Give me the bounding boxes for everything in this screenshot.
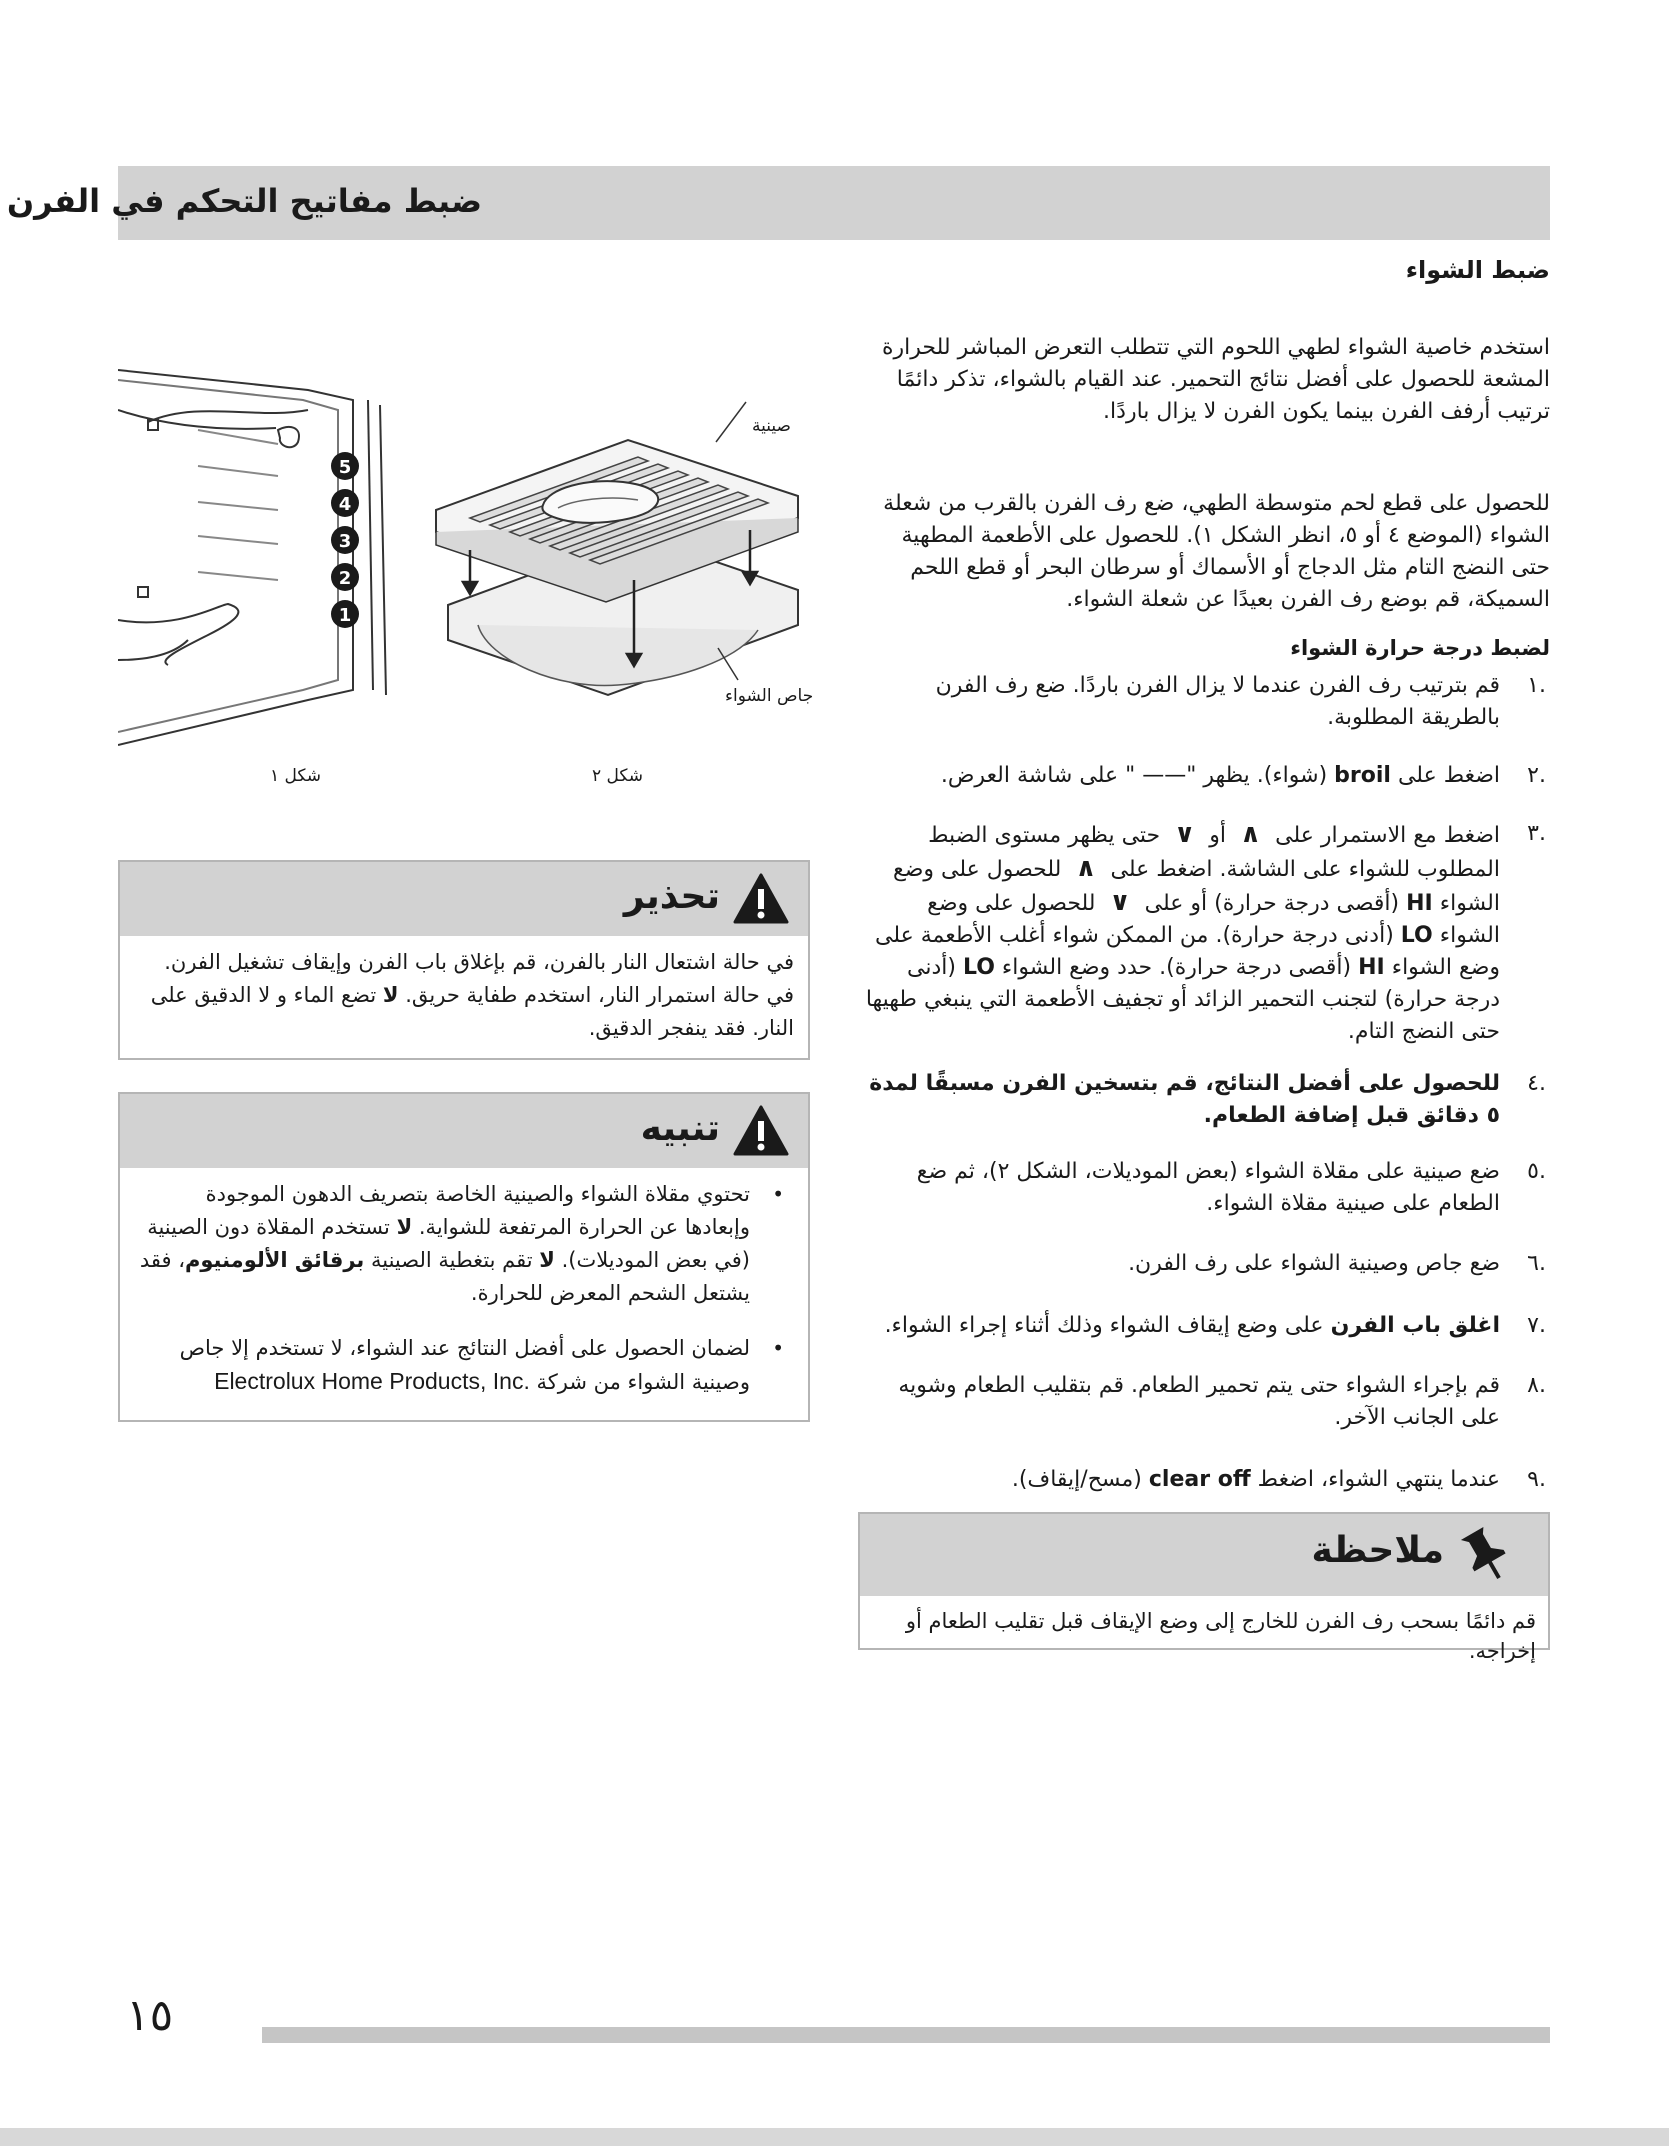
notice-box	[118, 1092, 810, 1422]
rack-position-1: 1	[338, 605, 352, 626]
broil-steps	[860, 666, 1550, 1496]
broil-subtitle: لضبط درجة حرارة الشواء	[1290, 636, 1550, 660]
caution-text: في حالة اشتعال النار بالفرن، قم بإغلاق باب الفرن وإيقاف تشغيل الفرن. في حالة استمرار النار، استخدم طفاية حريق. لا تضع الماء و لا الدقيق على النار. فقد ينفجر الدقيق.	[150, 950, 794, 1040]
footer-bar	[262, 2027, 1550, 2043]
step-2: .٢ اضغط على broil (شواء). يظهر "—— " على شاشة العرض.	[940, 763, 1546, 788]
bottom-strip	[0, 2128, 1669, 2146]
note-title: ملاحظة	[1311, 1530, 1444, 1571]
notice-title: تنبيه	[640, 1108, 720, 1149]
step-1: .١ قم بترتيب رف الفرن عندما لا يزال الفرن باردًا. ضع رف الفرن بالطريقة المطلوبة.	[935, 673, 1546, 730]
down-arrow-icon: ∨	[1109, 887, 1131, 917]
notice-list	[134, 1178, 794, 1399]
clear-off-key-label: clear off	[1148, 1467, 1251, 1492]
figure-2-caption: شكل ٢	[592, 766, 644, 786]
page-number: ١٥	[126, 1990, 174, 2041]
step-8: .٨ قم بإجراء الشواء حتى يتم تحمير الطعام. قم بتقليب الطعام وشويه على الجانب الآخر.	[898, 1373, 1546, 1430]
oven-cavity-figure	[118, 370, 386, 745]
down-arrow-icon: ∨	[1174, 819, 1196, 849]
section-title: ضبط مفاتيح التحكم في الفرن	[6, 182, 482, 220]
section-header	[6, 166, 1550, 240]
step-9: .٩ عندما ينتهي الشواء، اضغط clear off (مسح/إيقاف).	[1011, 1467, 1546, 1492]
label-broil-pan: جاص الشواء	[725, 686, 814, 706]
broil-intro-2: للحصول على قطع لحم متوسطة الطهي، ضع رف الفرن بالقرب من شعلة الشواء (الموضع ٤ أو ٥، انظر الشكل ١). للحصول على الأطعمة المطهية حتى النضج التام مثل الدجاج أو الأسماك أو سرطان البحر أو قطع اللحم السميكة، قم بوضع رف الفرن بعيدًا عن شعلة الشواء.	[883, 491, 1550, 612]
label-tray: صينية	[752, 416, 791, 436]
up-arrow-icon: ∧	[1240, 819, 1262, 849]
step-5: .٥ ضع صينية على مقلاة الشواء (بعض الموديلات، الشكل ٢)، ثم ضع الطعام على صينية مقلاة الشواء.	[916, 1159, 1546, 1216]
broil-title: ضبط الشواء	[1405, 256, 1550, 284]
warning-icon	[732, 1104, 790, 1158]
broil-key-label: broil	[1334, 763, 1391, 788]
pushpin-icon	[1456, 1524, 1512, 1586]
up-arrow-icon: ∧	[1075, 853, 1097, 883]
rack-position-3: 3	[338, 531, 352, 552]
figures-illustration	[118, 360, 818, 800]
list-item: • لضمان الحصول على أفضل النتائج عند الشواء، لا تستخدم إلا جاص وصينية الشواء من شركة Electrolux Home Products, Inc.	[134, 1332, 784, 1399]
step-6: .٦ ضع جاص وصينية الشواء على رف الفرن.	[1128, 1251, 1546, 1276]
step-3: .٣ اضغط مع الاستمرار على∧أو∨حتى يظهر مستوى الضبط المطلوب للشواء على الشاشة. اضغط على∧للحصول على وضع الشواء HI (أقصى درجة حرارة) أو على∨للحصول على وضع الشواء LO (أدنى درجة حرارة). من الممكن شواء أغلب الأطعمة على وضع الشواء HI (أقصى درجة حرارة). حدد وضع الشواء LO (أدنى درجة حرارة) لتجنب التحمير الزائد أو تجفيف الأطعمة التي ينبغي طهيها حتى النضج التام.	[865, 819, 1546, 1044]
note-text: قم دائمًا بسحب رف الفرن للخارج إلى وضع الإيقاف قبل تقليب الطعام أو إخراجه.	[905, 1609, 1536, 1663]
broil-intro-1: استخدم خاصية الشواء لطهي اللحوم التي تتطلب التعرض المباشر للحرارة المشعة للحصول على أفضل نتائج التحمير. عند القيام بالشواء، تذكر دائمًا ترتيب أرفف الفرن بينما يكون الفرن لا يزال باردًا.	[881, 335, 1550, 424]
note-box	[858, 1512, 1550, 1663]
rack-position-4: 4	[338, 494, 352, 515]
step-7: .٧ اغلق باب الفرن على وضع إيقاف الشواء وذلك أثناء إجراء الشواء.	[884, 1313, 1546, 1338]
warning-icon	[732, 872, 790, 926]
broiler-pan-figure	[436, 402, 798, 695]
figure-1-caption: شكل ١	[270, 766, 322, 786]
caution-title: تحذير	[623, 876, 720, 917]
rack-position-markers	[331, 452, 359, 628]
step-4: .٤ للحصول على أفضل النتائج، قم بتسخين الفرن مسبقًا لمدة ٥ دقائق قبل إضافة الطعام.	[869, 1071, 1546, 1128]
rack-position-2: 2	[338, 568, 352, 589]
rack-position-5: 5	[338, 457, 352, 478]
list-item: • تحتوي مقلاة الشواء والصينية الخاصة بتصريف الدهون الموجودة وإبعادها عن الحرارة المرتفعة للشواية. لا تستخدم المقلاة دون الصينية (في بعض الموديلات). لا تقم بتغطية الصينية برقائق الألومنيوم، فقد يشتعل الشحم المعرض للحرارة.	[134, 1178, 784, 1310]
caution-box	[118, 860, 810, 1060]
